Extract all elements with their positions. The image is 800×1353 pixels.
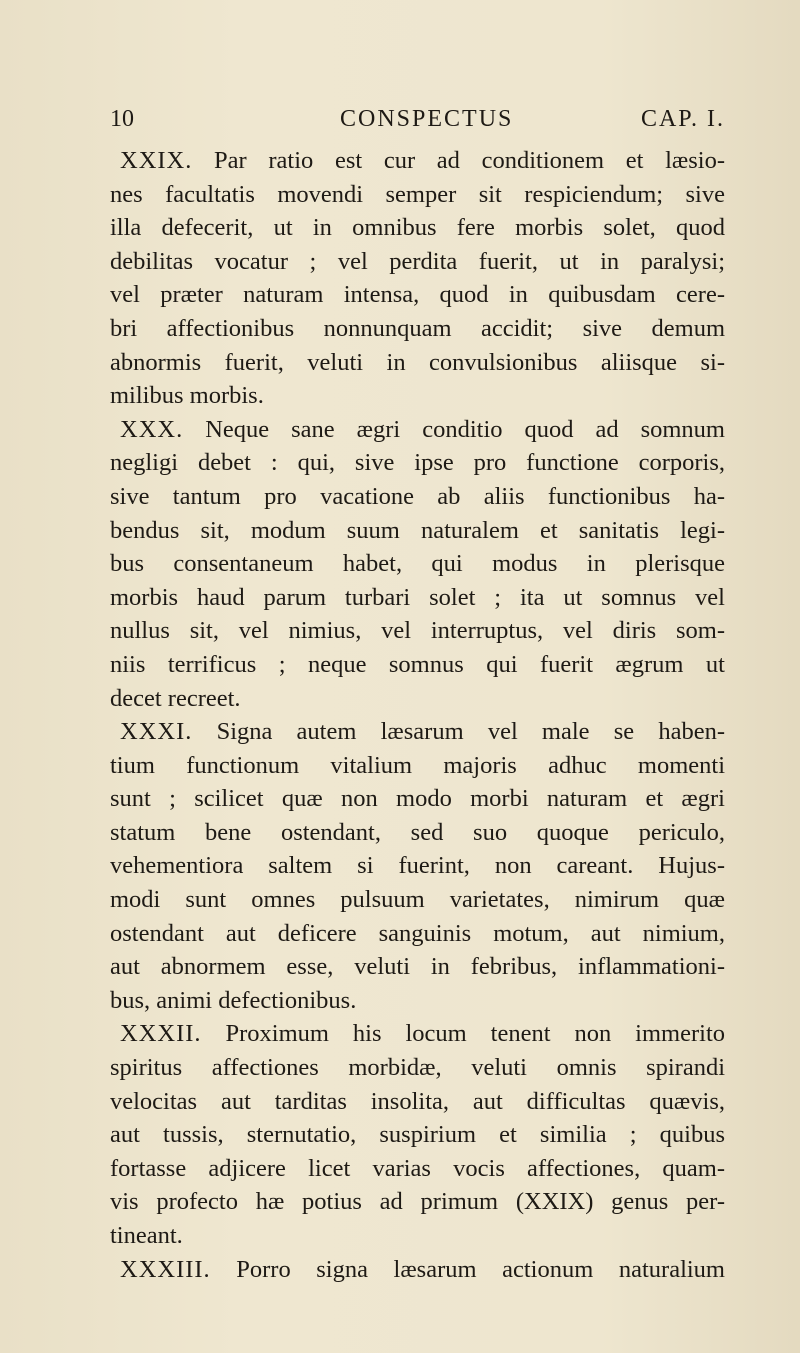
line-text: Signa autem læsarum vel male se haben- xyxy=(192,718,725,746)
section-first-line xyxy=(110,1017,725,1051)
line-text: fortasse adjicere licet varias vocis affectiones, quam- xyxy=(110,1154,725,1182)
text-line xyxy=(110,1152,725,1186)
text-line xyxy=(110,312,725,346)
text-line xyxy=(110,1219,725,1253)
section-number: XXIX. xyxy=(120,147,193,174)
text-line xyxy=(110,682,725,716)
line-text: nullus sit, vel nimius, vel interruptus, vel diris som- xyxy=(110,617,725,645)
text-line xyxy=(110,581,725,615)
section-number: XXX. xyxy=(120,415,184,443)
line-text: modi sunt omnes pulsuum varietates, nimirum quæ xyxy=(110,886,725,914)
text-line xyxy=(110,346,725,380)
line-text: velocitas aut tarditas insolita, aut difficultas quævis, xyxy=(110,1087,725,1115)
text-line xyxy=(110,816,725,850)
text-line xyxy=(110,1118,725,1152)
line-text: ostendant aut deficere sanguinis motum, aut nimium, xyxy=(110,919,725,947)
text-line xyxy=(110,917,725,951)
text-line xyxy=(110,749,725,783)
line-text: bendus sit, modum suum naturalem et sanitatis legi- xyxy=(110,516,725,544)
text-line xyxy=(110,614,725,648)
line-text: aut abnormem esse, veluti in febribus, inflammationi- xyxy=(110,953,725,981)
text-line xyxy=(110,849,725,883)
line-text: bus consentaneum habet, qui modus in plerisque xyxy=(110,550,725,578)
section-first-line xyxy=(110,413,725,447)
text-line xyxy=(110,211,725,245)
text-line xyxy=(110,514,725,548)
line-text: sunt ; scilicet quæ non modo morbi naturam et ægri xyxy=(110,785,725,813)
text-line xyxy=(110,547,725,581)
text-line xyxy=(110,480,725,514)
line-text: tineant. xyxy=(110,1222,183,1249)
page-number: 10 xyxy=(110,106,134,132)
section-first-line xyxy=(110,715,725,749)
line-text: aut tussis, sternutatio, suspirium et similia ; quibus xyxy=(110,1121,725,1149)
running-title: CONSPECTUS xyxy=(340,106,514,132)
text-line xyxy=(110,950,725,984)
line-text: illa defecerit, ut in omnibus fere morbis solet, quod xyxy=(110,214,725,242)
section-first-line xyxy=(110,1253,725,1287)
line-text: Porro signa læsarum actionum naturalium xyxy=(210,1255,725,1283)
section-number: XXXIII. xyxy=(120,1255,211,1283)
line-text: Proximum his locum tenent non immerito xyxy=(201,1020,725,1048)
line-text: statum bene ostendant, sed suo quoque periculo, xyxy=(110,818,725,846)
line-text: negligi debet : qui, sive ipse pro functione corporis, xyxy=(110,449,725,477)
line-text: spiritus affectiones morbidæ, veluti omnis spirandi xyxy=(110,1054,725,1082)
line-text: morbis haud parum turbari solet ; ita ut somnus vel xyxy=(110,583,725,611)
line-text: tium functionum vitalium majoris adhuc momenti xyxy=(110,751,725,779)
text-line xyxy=(110,1185,725,1219)
line-text: sive tantum pro vacatione ab aliis functionibus ha- xyxy=(110,482,725,510)
running-header xyxy=(110,106,725,136)
text-line xyxy=(110,984,725,1018)
line-text: decet recreet. xyxy=(110,684,241,712)
line-text: vehementiora saltem si fuerint, non careant. Hujus- xyxy=(110,852,725,880)
text-line xyxy=(110,883,725,917)
section-number: XXXII. xyxy=(120,1020,202,1048)
line-text: Neque sane ægri conditio quod ad somnum xyxy=(183,415,725,443)
line-text: debilitas vocatur ; vel perdita fuerit, ut in paralysi; xyxy=(110,247,725,275)
section-number: XXXI. xyxy=(120,718,193,746)
text-line xyxy=(110,245,725,279)
text-line xyxy=(110,782,725,816)
text-line xyxy=(110,446,725,480)
line-text: abnormis fuerit, veluti in convulsionibus aliisque si- xyxy=(110,348,725,376)
line-text: Par ratio est cur ad conditionem et læsio- xyxy=(192,147,725,174)
text-line xyxy=(110,379,725,413)
text-line xyxy=(110,648,725,682)
line-text: bri affectionibus nonnunquam accidit; sive demum xyxy=(110,314,725,342)
line-text: vel præter naturam intensa, quod in quibusdam cere- xyxy=(110,281,725,309)
line-text: niis terrificus ; neque somnus qui fuerit ægrum ut xyxy=(110,650,725,678)
text-line xyxy=(110,1051,725,1085)
text-line xyxy=(110,178,725,212)
body-text xyxy=(110,144,725,1286)
line-text: bus, animi defectionibus. xyxy=(110,986,357,1014)
text-line xyxy=(110,1085,725,1119)
section-first-line xyxy=(110,144,725,178)
line-text: milibus morbis. xyxy=(110,382,264,410)
chapter-label: CAP. I. xyxy=(640,106,725,132)
line-text: nes facultatis movendi semper sit respiciendum; sive xyxy=(110,180,725,208)
line-text: vis profecto hæ potius ad primum (XXIX) genus per- xyxy=(110,1188,725,1216)
text-line xyxy=(110,278,725,312)
